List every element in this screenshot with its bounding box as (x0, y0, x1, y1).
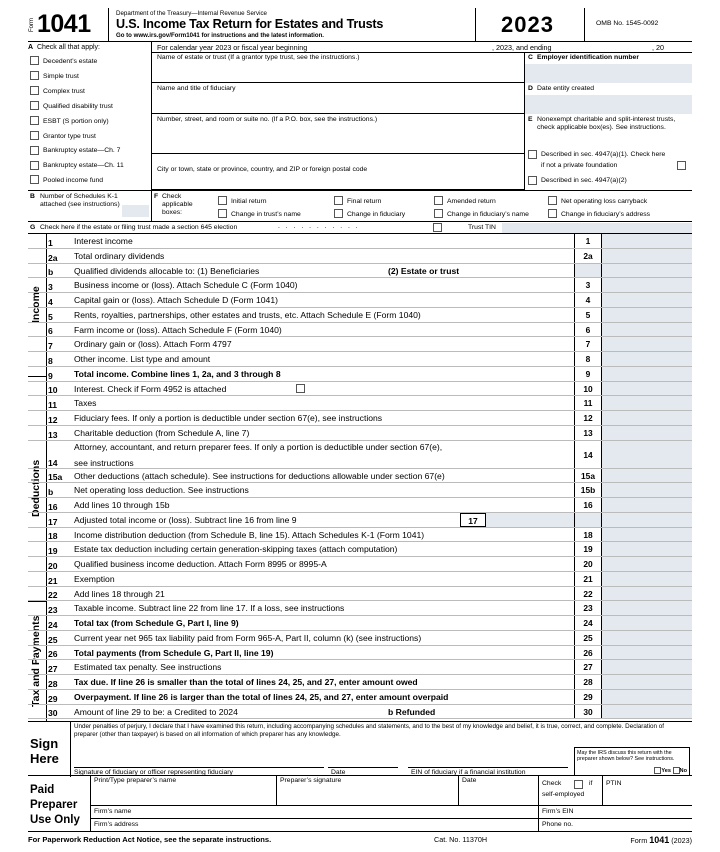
entity-type-label: Grantor type trust (43, 132, 96, 140)
line-box-label: 27 (574, 660, 602, 674)
f-checkbox-option[interactable] (334, 208, 405, 220)
discuss-yes-label: Yes (661, 767, 671, 774)
line-amount-field[interactable] (602, 542, 692, 556)
line-number: 13 (48, 429, 58, 440)
entity-type-checkbox[interactable] (30, 71, 39, 80)
line-text: Fiduciary fees. If only a portion is deductible under section 67(e), see instructions (74, 413, 383, 423)
ein-field[interactable]: C Employer identification number (525, 53, 692, 83)
f-checkbox-label: Change in fiduciary (347, 211, 406, 218)
line-amount-field[interactable] (602, 690, 692, 704)
line-box-label: 9 (574, 367, 602, 381)
line-row (28, 572, 692, 587)
tax-payments-section-label: Tax and Payments (30, 615, 42, 707)
entity-type-option[interactable] (30, 159, 150, 172)
line-box-label: 3 (574, 278, 602, 292)
preparer-title: Preparer (30, 799, 78, 811)
line-row (28, 646, 692, 661)
line-text-cont: see instructions (74, 457, 134, 468)
use-only-title: Use Only (30, 814, 80, 826)
entity-type-label: Bankruptcy estate—Ch. 11 (43, 162, 124, 170)
f-checkbox[interactable] (218, 196, 227, 205)
line-number: 21 (48, 575, 58, 586)
line-amount-field[interactable] (602, 234, 692, 248)
entity-type-label: Bankruptcy estate—Ch. 7 (43, 147, 121, 155)
paperwork-notice: For Paperwork Reduction Act Notice, see the separate instructions. (28, 835, 272, 844)
line-box-label: 21 (574, 572, 602, 586)
line-amount-field[interactable] (602, 646, 692, 660)
line-number: 7 (48, 341, 53, 351)
line-text: Rents, royalties, partnerships, other estates and trusts, etc. Attach Schedule E (Form 1040) (74, 309, 421, 320)
preparer-name-field[interactable]: Print/Type preparer’s name (91, 776, 276, 806)
line-number: 6 (48, 326, 53, 337)
tax-year: 2023 (501, 12, 554, 37)
line-number: 27 (48, 664, 58, 674)
fiduciary-name-field[interactable]: Name and title of fiduciary (152, 83, 524, 114)
entity-type-checkbox[interactable] (30, 161, 39, 170)
line-amount-field[interactable] (602, 352, 692, 366)
line-17-amount[interactable] (486, 513, 574, 527)
line-text: Estate tax deduction including certain generation-skipping taxes (attach computation) (74, 544, 398, 555)
line-amount-field[interactable] (602, 513, 692, 527)
line-text: Current year net 965 tax liability paid from Form 965-A, Part II, column (k) (see instructions) (74, 632, 422, 643)
preparer-signature-field[interactable]: Preparer’s signature (276, 776, 458, 806)
e-4947a2-checkbox[interactable] (528, 176, 537, 185)
line-number: 2a (48, 252, 58, 263)
f-checkbox[interactable] (334, 209, 343, 218)
f-checkbox-label: Final return (347, 198, 382, 205)
form-title: U.S. Income Tax Return for Estates and Trusts (116, 17, 384, 31)
entity-type-option[interactable] (30, 100, 150, 113)
line-row (28, 249, 692, 264)
line-number: 3 (48, 282, 53, 292)
line-number: 26 (48, 649, 58, 660)
f-checkbox-option[interactable] (334, 195, 381, 207)
fiduciary-signature-line[interactable]: Signature of fiduciary or officer representing fiduciary (74, 767, 324, 777)
line-row (28, 675, 692, 690)
goto-instructions: Go to www.irs.gov/Form1041 for instructions and the latest information. (116, 32, 325, 39)
line-box-label: 15b (574, 483, 602, 497)
line-row (28, 483, 692, 498)
line-number: b (48, 487, 54, 497)
department-text: Department of the Treasury—Internal Revenue Service (116, 10, 267, 17)
line-row (28, 587, 692, 602)
line-amount-field[interactable] (602, 587, 692, 601)
entity-type-checkbox[interactable] (30, 86, 39, 95)
entity-type-checkbox[interactable] (30, 146, 39, 155)
line-17-box: 17 (460, 513, 486, 527)
entity-type-option[interactable] (30, 174, 150, 187)
line-number: 16 (48, 501, 58, 512)
e-4947a1-checkbox[interactable] (528, 150, 537, 159)
line-text: Estimated tax penalty. See instructions (74, 662, 222, 673)
line-text: Net operating loss deduction. See instructions (74, 485, 249, 496)
line-number: 15a (48, 472, 63, 483)
f-checkbox[interactable] (334, 196, 343, 205)
line-row (28, 513, 692, 528)
line-box-label: 16 (574, 498, 602, 512)
line-number: 24 (48, 619, 58, 630)
form-1041 (28, 8, 692, 846)
line-amount-field[interactable] (602, 601, 692, 615)
line-row (28, 411, 692, 426)
paid-preparer-section (28, 776, 692, 832)
entity-type-checkbox[interactable] (30, 175, 39, 184)
estate-name-field[interactable]: Name of estate or trust (If a grantor type trust, see the instructions.) (152, 53, 524, 83)
self-employed-cell: Check if self-employed (538, 776, 602, 806)
form-footer (28, 834, 692, 846)
line-text: Total ordinary dividends (74, 250, 165, 261)
line-text: Qualified business income deduction. Attach Form 8995 or 8995-A (74, 559, 327, 569)
line-number: b (48, 267, 54, 278)
line-amount-field[interactable] (602, 264, 692, 278)
firm-address-field[interactable]: Firm’s address (94, 821, 139, 828)
line-row (28, 631, 692, 646)
preparer-date-field[interactable]: Date (458, 776, 538, 806)
calendar-row (152, 42, 692, 53)
line-box-label: 5 (574, 308, 602, 322)
firm-ein-field[interactable]: Firm’s EIN (538, 806, 692, 819)
line-row (28, 352, 692, 367)
line-a-text: Check all that apply: (36, 44, 100, 51)
line-amount-field[interactable] (602, 278, 692, 292)
line-text: Interest income (74, 236, 133, 246)
signature-date-line[interactable]: Date (328, 767, 398, 777)
line-number: 10 (48, 385, 58, 396)
line-amount-field[interactable] (602, 469, 692, 483)
line-amount-field[interactable] (602, 249, 692, 263)
entity-type-checkbox[interactable] (30, 56, 39, 65)
line-row (28, 469, 692, 484)
entity-section (28, 42, 692, 192)
line-text: Overpayment. If line 26 is larger than the total of lines 24, 25, and 27, enter amount overpaid (74, 691, 449, 702)
line-box-label: 2a (574, 249, 602, 263)
calendar-end-text: , 20 (652, 43, 664, 52)
line-row (28, 690, 692, 705)
form-number: 1041 (37, 10, 91, 38)
line-amount-field[interactable] (602, 293, 692, 307)
line-text: Total payments (from Schedule G, Part II, line 19) (74, 647, 274, 658)
form-4952-checkbox[interactable] (296, 384, 305, 393)
line-number: 19 (48, 546, 58, 556)
footer-form-id: Form 1041 (2023) (630, 835, 692, 845)
line-row (28, 337, 692, 352)
line-number: 23 (48, 605, 58, 615)
nonexempt-trust-box: E Nonexempt charitable and split-interest trusts, check applicable box(es). See instructions. Described in sec. 4947(a)(1). Check here if not a private foundation Described in sec. 4947(a)(2) (525, 114, 692, 190)
line-amount-field[interactable] (602, 411, 692, 425)
line-row (28, 426, 692, 441)
self-employed-checkbox[interactable] (574, 780, 583, 789)
line-text: Taxes (74, 398, 97, 409)
line-box-label (574, 513, 602, 527)
entity-type-option[interactable] (30, 55, 150, 68)
line-box-label: 29 (574, 690, 602, 704)
line-row (28, 705, 692, 720)
line-text-second: b Refunded (388, 706, 436, 717)
f-checkbox[interactable] (218, 209, 227, 218)
f-checkbox-option[interactable] (218, 208, 301, 220)
line-text: Total income. Combine lines 1, 2a, and 3 through 8 (74, 368, 281, 379)
entity-type-label: Complex trust (43, 87, 85, 95)
f-checkbox-option[interactable] (548, 208, 650, 220)
penalty-statement: Under penalties of perjury, I declare that I have examined this return, including accompanying schedules and statements, and to the best of my knowledge and belief, it is true, correct, and complete. Declaration of preparer (other than taxpayer) is based on all information of which preparer has any knowledge. (74, 723, 665, 738)
line-amount-field[interactable] (602, 631, 692, 645)
line-box-label: 25 (574, 631, 602, 645)
fiduciary-ein-line[interactable]: EIN of fiduciary if a financial institution (408, 767, 568, 777)
f-checkbox-label: Amended return (447, 198, 496, 205)
date-created-field[interactable]: D Date entity created (525, 83, 692, 114)
f-checkbox[interactable] (434, 209, 443, 218)
line-box-label: 22 (574, 587, 602, 601)
entity-type-option[interactable] (30, 70, 150, 83)
omb-number: OMB No. 1545-0092 (596, 20, 659, 27)
section-645-checkbox[interactable] (433, 223, 442, 232)
line-amount-field[interactable] (602, 557, 692, 571)
form-header (28, 8, 692, 42)
sign-here-section (28, 721, 692, 776)
here-title: Here (30, 751, 59, 766)
line-box-label: 10 (574, 382, 602, 396)
line-text: Attorney, accountant, and return preparer fees. If only a portion is deductible under section 67(e), (74, 441, 443, 452)
line-number: 5 (48, 311, 53, 322)
f-checkbox-label: Net operating loss carryback (561, 198, 648, 205)
line-row (28, 293, 692, 308)
line-text: Capital gain or (loss). Attach Schedule D (Form 1041) (74, 295, 278, 305)
line-amount-field[interactable] (602, 616, 692, 630)
line-number: 8 (48, 355, 53, 366)
entity-type-option[interactable] (30, 130, 150, 143)
line-row (28, 542, 692, 557)
irs-discuss-text: May the IRS discuss this return with the preparer shown below? See instructions. (577, 750, 675, 763)
f-checkbox-label: Initial return (231, 198, 267, 205)
line-number: 4 (48, 296, 53, 307)
f-checkbox[interactable] (434, 196, 443, 205)
line-row (28, 616, 692, 631)
line-row (28, 323, 692, 338)
line-text: Amount of line 29 to be: a Credited to 2024 (74, 706, 238, 717)
line-text: Ordinary gain or (loss). Attach Form 4797 (74, 339, 232, 350)
sign-title: Sign (30, 736, 59, 751)
line-number: 22 (48, 590, 58, 601)
entity-type-label: Pooled income fund (43, 177, 104, 185)
line-box-label: 1 (574, 234, 602, 248)
line-box-label: 28 (574, 675, 602, 689)
line-box-label: 11 (574, 396, 602, 410)
line-box-label: 4 (574, 293, 602, 307)
f-checkbox-option[interactable] (434, 208, 529, 220)
g-row: G Check here if the estate or filing trust made a section 645 election . . . . . . . . . . . Trust TIN (28, 222, 692, 234)
line-text: Qualified dividends allocable to: (1) Beneficiaries (74, 265, 260, 276)
irs-discuss-box (574, 747, 690, 776)
entity-type-checkbox[interactable] (30, 116, 39, 125)
line-text: Exemption (74, 573, 115, 584)
line-amount-field[interactable] (602, 396, 692, 410)
line-row (28, 234, 692, 249)
line-row (28, 441, 692, 469)
f-checkbox-option[interactable] (548, 195, 647, 207)
line-number: 11 (48, 400, 58, 410)
entity-type-checkbox[interactable] (30, 131, 39, 140)
line-box-label: 18 (574, 528, 602, 542)
firm-name-field[interactable]: Firm’s name (91, 806, 538, 819)
line-number: 30 (48, 708, 58, 719)
line-box-label: 12 (574, 411, 602, 425)
line-row (28, 264, 692, 279)
income-section-label: Income (30, 286, 42, 324)
line-row (28, 396, 692, 411)
line-amount-field[interactable] (602, 660, 692, 674)
line-text: Charitable deduction (from Schedule A, line 7) (74, 427, 250, 438)
f-checkbox[interactable] (548, 209, 557, 218)
line-text: Interest. Check if Form 4952 is attached (74, 383, 227, 394)
line-amount-field[interactable] (602, 483, 692, 497)
line-box-label: 19 (574, 542, 602, 556)
entity-type-option[interactable] (30, 85, 150, 98)
line-amount-field[interactable] (602, 367, 692, 381)
f-checkbox-label: Change in trust’s name (231, 211, 301, 218)
line-a-label: A (28, 44, 34, 51)
entity-type-label: ESBT (S portion only) (43, 117, 109, 125)
line-box-label: 13 (574, 426, 602, 440)
line-text: Taxable income. Subtract line 22 from line 17. If a loss, see instructions (74, 603, 345, 614)
line-amount-field[interactable] (602, 705, 692, 719)
line-row (28, 601, 692, 616)
line-box-label (574, 264, 602, 278)
line-number: 12 (48, 414, 58, 425)
e-private-foundation-checkbox[interactable] (677, 161, 686, 170)
line-amount-field[interactable] (602, 308, 692, 322)
line-box-label: 24 (574, 616, 602, 630)
line-amount-field[interactable] (602, 323, 692, 337)
entity-type-checkbox[interactable] (30, 101, 39, 110)
line-text: Adjusted total income or (loss). Subtract line 16 from line 9 (74, 514, 297, 525)
line-amount-field[interactable] (602, 337, 692, 351)
line-box-label: 23 (574, 601, 602, 615)
line-row (28, 660, 692, 675)
line-number: 18 (48, 531, 58, 542)
line-number: 20 (48, 560, 58, 571)
line-number: 14 (48, 457, 58, 468)
line-row (28, 308, 692, 323)
trust-tin-field[interactable] (502, 223, 692, 233)
line-box-label: 6 (574, 323, 602, 337)
line-row (28, 528, 692, 543)
line-text: Farm income or (loss). Attach Schedule F (Form 1040) (74, 324, 282, 335)
line-text: Business income or (loss). Attach Schedule C (Form 1040) (74, 280, 298, 291)
line-number: 29 (48, 693, 58, 704)
entity-type-label: Qualified disability trust (43, 102, 113, 110)
discuss-no-checkbox[interactable] (673, 767, 680, 774)
entity-type-label: Decedent’s estate (43, 58, 98, 65)
line-text-second: (2) Estate or trust (388, 265, 460, 276)
line-text: Tax due. If line 26 is smaller than the total of lines 24, 25, and 27, enter amount owed (74, 677, 418, 687)
line-box-label: 26 (574, 646, 602, 660)
line-amount-field[interactable] (602, 426, 692, 440)
entity-type-label: Simple trust (43, 72, 79, 80)
line-box-label: 7 (574, 337, 602, 351)
line-number: 28 (48, 678, 58, 689)
deductions-section-label: Deductions (30, 459, 42, 518)
line-amount-field[interactable] (602, 528, 692, 542)
line-number: 25 (48, 634, 58, 645)
line-amount-field[interactable] (602, 675, 692, 689)
line-number: 17 (48, 516, 58, 527)
phone-field[interactable]: Phone no. (538, 819, 692, 832)
line-row (28, 498, 692, 513)
line-amount-field[interactable] (602, 441, 692, 468)
line-amount-field[interactable] (602, 498, 692, 512)
line-box-label: 8 (574, 352, 602, 366)
discuss-no-label: No (679, 767, 687, 774)
line-row (28, 278, 692, 293)
b-f-row: B Number of Schedules K-1 attached (see instructions) F Check applicable boxes: Initial return Final return Amended return Net operating loss carryback Change in trust’s name Change in fiduciary Change in fiduciary’s name Change in fiduciary’s address (28, 190, 692, 222)
city-state-zip-field[interactable]: City or town, state or province, country, and ZIP or foreign postal code (152, 154, 524, 190)
f-checkbox-label: Change in fiduciary’s name (447, 211, 529, 218)
line-row (28, 367, 692, 382)
form-label: Form (29, 18, 35, 32)
f-checkbox[interactable] (548, 196, 557, 205)
line-box-label: 14 (574, 441, 602, 468)
paid-title: Paid (30, 784, 55, 796)
f-checkbox-option[interactable] (218, 195, 267, 207)
lines-area (28, 234, 692, 721)
line-text: Other deductions (attach schedule). See instructions for deductions allowable under section 67(e) (74, 470, 445, 481)
line-box-label: 20 (574, 557, 602, 571)
line-number: 9 (48, 370, 53, 381)
line-row (28, 382, 692, 397)
k1-count-field[interactable] (122, 205, 149, 217)
f-checkbox-label: Change in fiduciary’s address (561, 211, 651, 218)
f-checkbox-option[interactable] (434, 195, 496, 207)
line-amount-field[interactable] (602, 382, 692, 396)
calendar-year-text: For calendar year 2023 or fiscal year beginning (157, 43, 308, 52)
line-text: Add lines 18 through 21 (74, 588, 165, 599)
line-text: Other income. List type and amount (74, 354, 211, 364)
line-row (28, 557, 692, 572)
line-text: Add lines 10 through 15b (74, 500, 170, 510)
entity-type-option[interactable] (30, 115, 150, 128)
ptin-field[interactable]: PTIN (602, 776, 692, 806)
catalog-number: Cat. No. 11370H (434, 835, 488, 844)
calendar-mid-text: , 2023, and ending (492, 43, 552, 52)
line-amount-field[interactable] (602, 572, 692, 586)
street-address-field[interactable]: Number, street, and room or suite no. (If a P.O. box, see the instructions.) (152, 114, 524, 154)
line-text: Income distribution deduction (from Schedule B, line 15). Attach Schedules K-1 (Form 1041) (74, 529, 425, 540)
line-text: Total tax (from Schedule G, Part I, line 9) (74, 618, 239, 628)
line-box-label: 15a (574, 469, 602, 483)
line-number: 1 (48, 237, 53, 248)
entity-type-option[interactable] (30, 144, 150, 157)
line-box-label: 30 (574, 705, 602, 719)
